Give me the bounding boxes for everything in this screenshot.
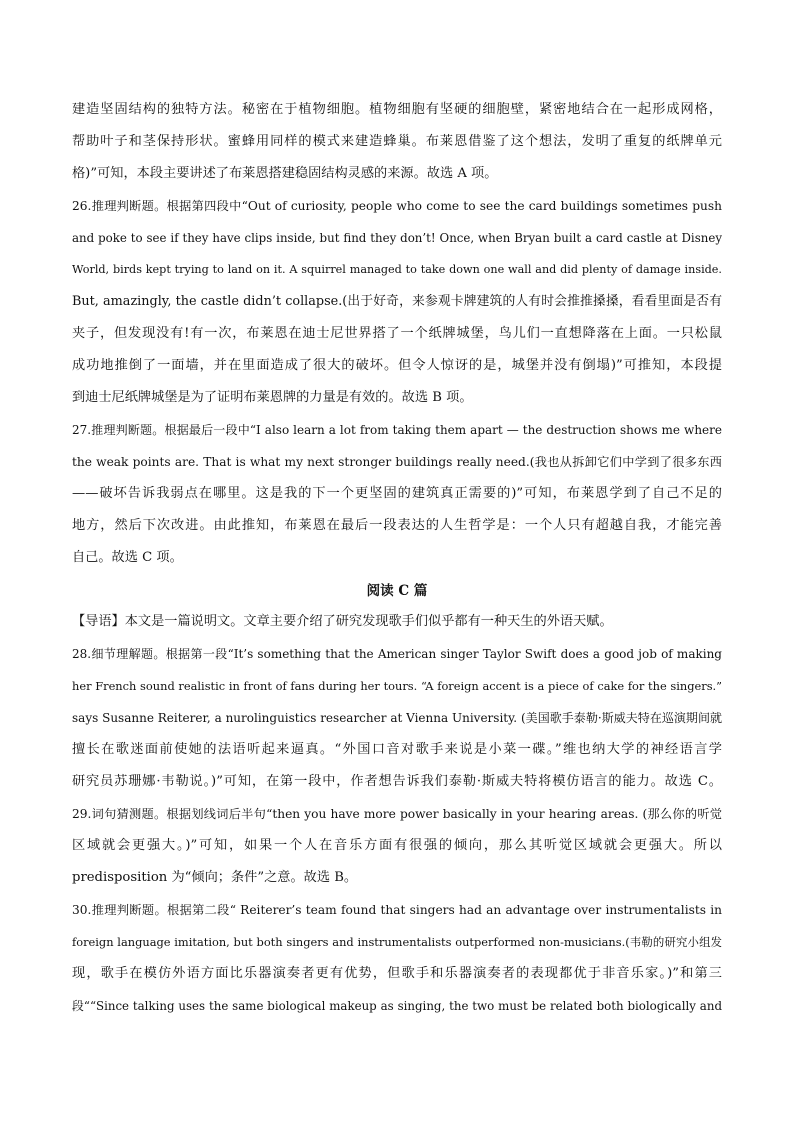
text-line: says Susanne Reiterer, a nurolinguistics researcher at Vienna University. (美国歌手泰勒·斯威夫特在巡演期间就 <box>72 711 722 725</box>
text-line: 【导语】本文是一篇说明文。文章主要介绍了研究发现歌手们似乎都有一种天生的外语天赋。 <box>72 614 613 629</box>
text-line: the weak points are. That is what my next stronger buildings really need.(我也从拆卸它们中学到了很多东西 <box>72 455 722 469</box>
text-line: 到迪士尼纸牌城堡是为了证明布莱恩牌的力量是有效的。故选 B 项。 <box>72 390 473 405</box>
text-line: 成功地推倒了一面墙，并在里面造成了很大的破坏。但令人惊讶的是，城堡并没有倒塌)”可推知，本段提 <box>72 358 722 373</box>
text-line: 建造坚固结构的独特方法。秘密在于植物细胞。植物细胞有坚硬的细胞壁，紧密地结合在一起形成网格， <box>72 102 722 117</box>
text-line: 研究员苏珊娜·韦勒说。)”可知，在第一段中，作者想告诉我们泰勒·斯威夫特将模仿语言的能力。故选 C。 <box>72 774 722 789</box>
text-line: 现，歌手在模仿外语方面比乐器演奏者更有优势，但歌手和乐器演奏者的表现都优于非音乐家。)”和第三 <box>72 966 722 981</box>
text-line: and poke to see if they have clips inside, but find they don’t! Once, when Bryan built a card castle at Disney <box>72 231 722 245</box>
text-line: 区域就会更强大。)”可知，如果一个人在音乐方面有很强的倾向，那么其听觉区域就会更强大。所以 <box>72 838 722 853</box>
text-line: 30.推理判断题。根据第二段“ Reiterer’s team found that singers had an advantage over instrumentalists in <box>72 903 722 917</box>
text-line: foreign language imitation, but both singers and instrumentalists outperformed non-musicians.(韦勒的研究小组发 <box>72 935 722 949</box>
text-line: 29.词句猜测题。根据划线词后半句“then you have more power basically in your hearing areas. (那么你的听觉 <box>72 807 722 821</box>
text-line: World, birds kept trying to land on it. A squirrel managed to take down one wall and did plenty of damage inside. <box>72 263 722 276</box>
text-line: 段““Since talking uses the same biological makeup as singing, the two must be related both biologically and <box>72 999 722 1013</box>
text-line: 格)”可知，本段主要讲述了布莱恩搭建稳固结构灵感的来源。故选 A 项。 <box>72 166 498 181</box>
text-line: her French sound realistic in front of fans during her tours. “A foreign accent is a piece of cake for the singers.” <box>72 679 722 693</box>
text-line: 地方，然后下次改进。由此推知，布莱恩在最后一段表达的人生哲学是：一个人只有超越自我，才能完善 <box>72 518 722 533</box>
text-line: predisposition 为“倾向；条件”之意。故选 B。 <box>72 870 358 885</box>
text-line: 28.细节理解题。根据第一段“It’s something that the American singer Taylor Swift does a good job of making <box>72 647 722 661</box>
text-line: But, amazingly, the castle didn’t collapse.(出于好奇，来参观卡牌建筑的人有时会推推搡搡，看看里面是否有 <box>72 294 722 309</box>
text-line: 自己。故选 C 项。 <box>72 550 183 565</box>
text-line: 26.推理判断题。根据第四段中“Out of curiosity, people who come to see the card buildings sometimes push <box>72 199 722 213</box>
text-line: 夹子，但发现没有!有一次，布莱恩在迪士尼世界搭了一个纸牌城堡，鸟儿们一直想降落在上面。一只松鼠 <box>72 326 722 341</box>
text-line: 帮助叶子和茎保持形状。蜜蜂用同样的模式来建造蜂巢。布莱恩借鉴了这个想法，发明了重复的纸牌单元 <box>72 134 722 149</box>
section-heading: 阅读 C 篇 <box>366 583 428 599</box>
text-line: ——破坏告诉我弱点在哪里。这是我的下一个更坚固的建筑真正需要的)”可知，布莱恩学到了自己不足的 <box>72 486 722 501</box>
text-line: 擅长在歌迷面前使她的法语听起来逼真。“外国口音对歌手来说是小菜一碟。”维也纳大学的神经语言学 <box>72 742 722 757</box>
text-line: 27.推理判断题。根据最后一段中“I also learn a lot from taking them apart — the destruction shows me where <box>72 423 722 437</box>
